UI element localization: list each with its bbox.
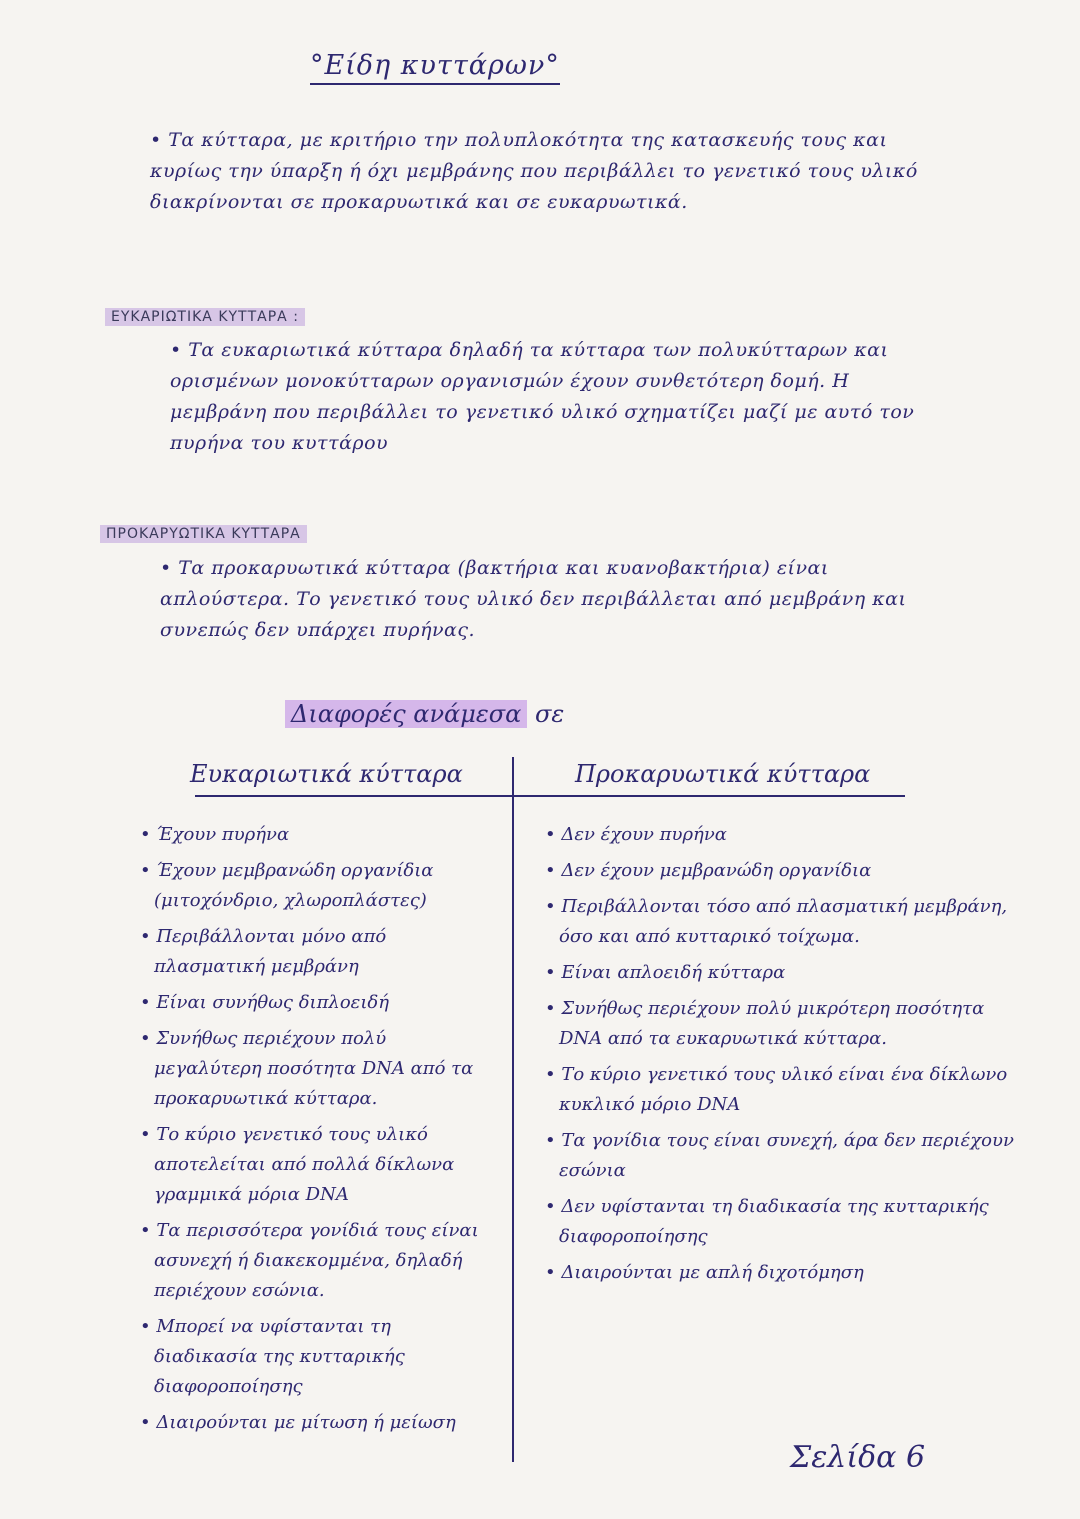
list-item: • Έχουν πυρήνα bbox=[140, 820, 490, 850]
prokaryotic-heading: ΠΡΟΚΑΡΥΩΤΙΚΑ ΚΥΤΤΑΡΑ bbox=[100, 525, 307, 543]
list-item: • Τα γονίδια τους είναι συνεχή, άρα δεν περιέχουν εσώνια bbox=[545, 1126, 1025, 1186]
list-item: • Έχουν μεμβρανώδη οργανίδια (μιτοχόνδριο, χλωροπλάστες) bbox=[140, 856, 490, 916]
list-item: • Διαιρούνται με μίτωση ή μείωση bbox=[140, 1408, 490, 1438]
differences-heading bbox=[285, 700, 564, 728]
page-title: °Είδη κυττάρων° bbox=[310, 50, 560, 85]
list-item: • Δεν έχουν πυρήνα bbox=[545, 820, 1025, 850]
list-item: • Περιβάλλονται μόνο από πλασματική μεμβράνη bbox=[140, 922, 490, 982]
list-item: • Τα περισσότερα γονίδιά τους είναι ασυνεχή ή διακεκομμένα, δηλαδή περιέχουν εσώνια. bbox=[140, 1216, 490, 1306]
list-item: • Διαιρούνται με απλή διχοτόμηση bbox=[545, 1258, 1025, 1288]
list-item: • Το κύριο γενετικό τους υλικό είναι ένα δίκλωνο κυκλικό μόριο DNA bbox=[545, 1060, 1025, 1120]
list-item: • Περιβάλλονται τόσο από πλασματική μεμβράνη, όσο και από κυτταρικό τοίχωμα. bbox=[545, 892, 1025, 952]
list-item: • Δεν έχουν μεμβρανώδη οργανίδια bbox=[545, 856, 1025, 886]
eukaryotic-paragraph: • Τα ευκαριωτικά κύτταρα δηλαδή τα κύτταρα των πολυκύτταρων και ορισμένων μονοκύτταρων οργανισμών έχουν συνθετότερη δομή. Η μεμβράνη που περιβάλλει το γενετικό υλικό σχηματίζει μαζί με αυτό τον πυρήνα του κυττάρου bbox=[170, 335, 930, 459]
eukaryotic-differences-list bbox=[140, 820, 490, 1444]
list-item: • Μπορεί να υφίστανται τη διαδικασία της κυτταρικής διαφοροποίησης bbox=[140, 1312, 490, 1402]
prokaryotic-paragraph: • Τα προκαρυωτικά κύτταρα (βακτήρια και κυανοβακτήρια) είναι απλούστερα. Το γενετικό τους υλικό δεν περιβάλλεται από μεμβράνη και συνεπώς δεν υπάρχει πυρήνας. bbox=[160, 553, 920, 646]
page-number: Σελίδα 6 bbox=[790, 1440, 926, 1475]
list-item: • Συνήθως περιέχουν πολύ μεγαλύτερη ποσότητα DNA από τα προκαρυωτικά κύτταρα. bbox=[140, 1024, 490, 1114]
prokaryotic-differences-list bbox=[545, 820, 1025, 1294]
prokaryotic-column-title: Προκαρυωτικά κύτταρα bbox=[575, 760, 871, 788]
list-item: • Το κύριο γενετικό τους υλικό αποτελείται από πολλά δίκλωνα γραμμικά μόρια DNA bbox=[140, 1120, 490, 1210]
differences-heading-rest: σε bbox=[534, 700, 565, 728]
intro-paragraph: • Τα κύτταρα, με κριτήριο την πολυπλοκότητα της κατασκευής τους και κυρίως την ύπαρξη ή όχι μεμβράνης που περιβάλλει το γενετικό τους υλικό διακρίνονται σε προκαρυωτικά και σε ευκαρυωτικά. bbox=[150, 125, 950, 218]
list-item: • Είναι απλοειδή κύτταρα bbox=[545, 958, 1025, 988]
table-header-divider bbox=[195, 795, 905, 797]
eukaryotic-column-title: Ευκαριωτικά κύτταρα bbox=[190, 760, 463, 788]
differences-heading-marked: Διαφορές ανάμεσα bbox=[285, 700, 527, 728]
eukaryotic-heading: ΕΥΚΑΡΙΩΤΙΚΑ ΚΥΤΤΑΡΑ : bbox=[105, 308, 305, 326]
list-item: • Δεν υφίστανται τη διαδικασία της κυτταρικής διαφοροποίησης bbox=[545, 1192, 1025, 1252]
list-item: • Συνήθως περιέχουν πολύ μικρότερη ποσότητα DNA από τα ευκαρυωτικά κύτταρα. bbox=[545, 994, 1025, 1054]
table-column-divider bbox=[512, 757, 514, 1462]
list-item: • Είναι συνήθως διπλοειδή bbox=[140, 988, 490, 1018]
